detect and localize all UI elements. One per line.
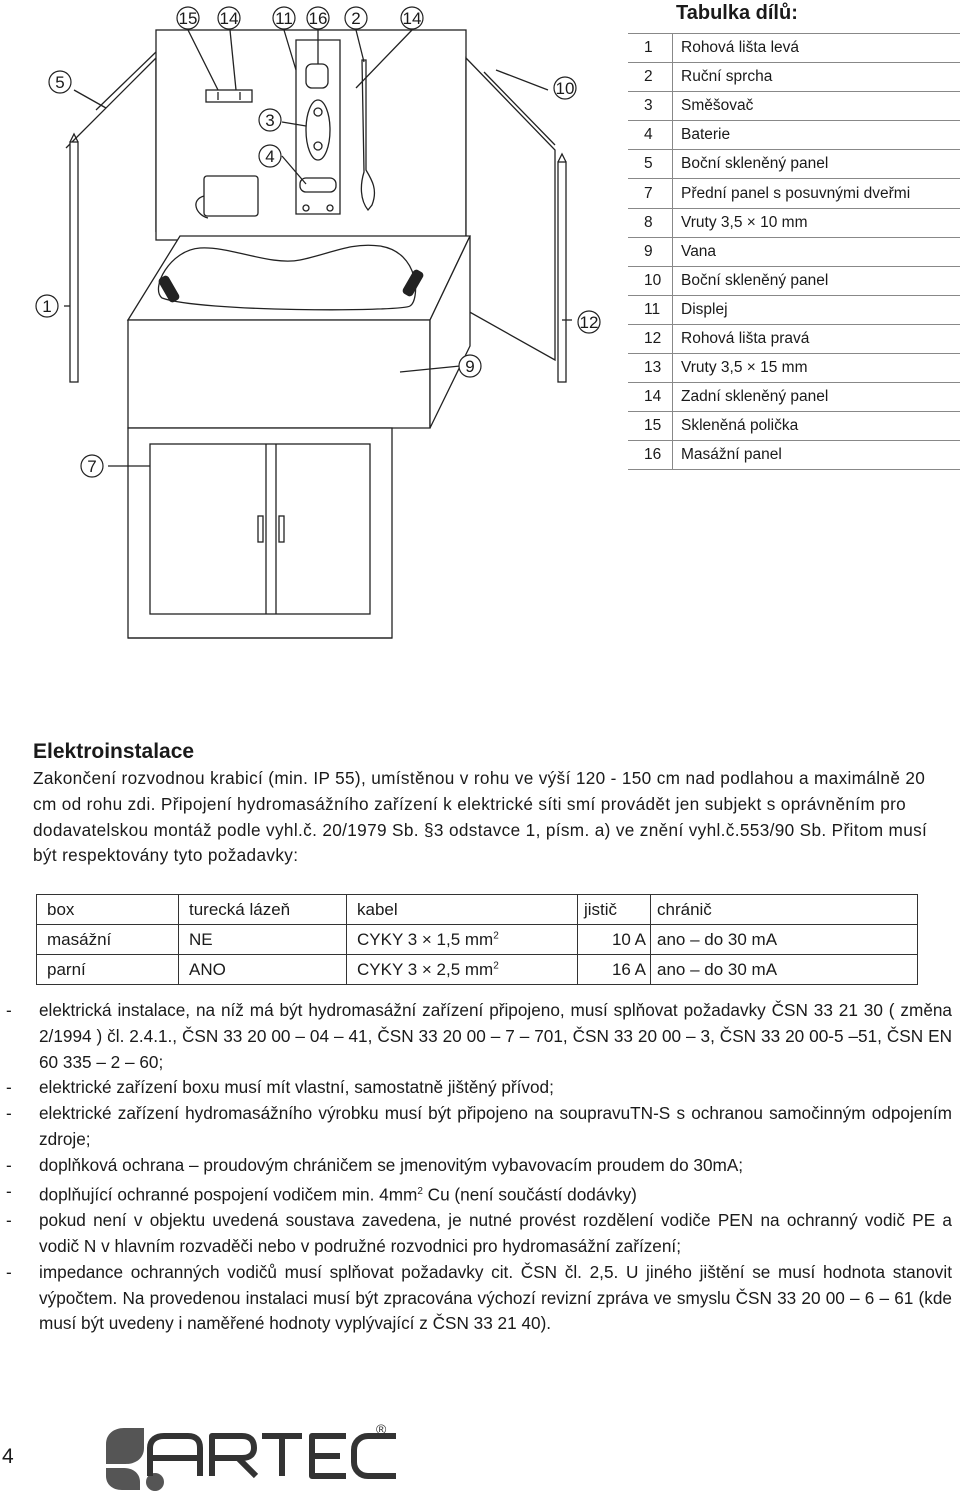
table-row: 8 Vruty 3,5 × 10 mm <box>628 208 960 237</box>
svg-text:14: 14 <box>402 9 422 28</box>
svg-text:16: 16 <box>308 9 328 28</box>
svg-text:10: 10 <box>555 79 575 98</box>
callout-9 <box>459 355 481 377</box>
table-row: 7 Přední panel s posuvnými dveřmi <box>628 179 960 208</box>
callout-11 <box>273 7 295 29</box>
artec-logo <box>100 1418 400 1498</box>
svg-text:5: 5 <box>55 73 65 92</box>
svg-text:12: 12 <box>579 313 599 332</box>
table-header-row: box turecká lázeň kabel jistič chránič <box>37 895 918 925</box>
table-row: 1 Rohová lišta levá <box>628 34 960 63</box>
svg-text:1: 1 <box>42 297 52 316</box>
svg-text:4: 4 <box>265 147 275 166</box>
svg-text:2: 2 <box>351 9 361 28</box>
callout-15 <box>177 7 199 29</box>
table-row: 9 Vana <box>628 237 960 266</box>
table-row: 15 Skleněná polička <box>628 412 960 441</box>
page-number: 4 <box>2 1445 14 1468</box>
right-glass-panel <box>466 58 555 360</box>
svg-text:14: 14 <box>219 9 239 28</box>
callout-10 <box>554 77 576 99</box>
callout-1 <box>36 295 58 317</box>
section-title: Elektroinstalace <box>33 740 195 763</box>
callout-14b <box>401 7 423 29</box>
svg-text:11: 11 <box>275 9 293 28</box>
requirements-list <box>0 998 952 1337</box>
table-row: masážní NE CYKY 3 × 1,5 $mm^2$ 10 A ano – do 30 mA <box>37 925 918 955</box>
table-row: 2 Ruční sprcha <box>628 63 960 92</box>
callout-16 <box>307 7 329 29</box>
table-row: 4 Baterie <box>628 121 960 150</box>
parts-table <box>628 33 960 470</box>
power-table <box>36 894 918 985</box>
parts-table-title: Tabulka dílů: <box>676 2 798 24</box>
svg-text:15: 15 <box>178 9 198 28</box>
front-panel <box>128 428 392 638</box>
svg-text:ARTEC: ARTEC <box>250 1497 254 1498</box>
table-row: 14 Zadní skleněný panel <box>628 383 960 412</box>
list-item: - elektrická instalace, na níž má být hydromasážní zařízení připojeno, musí splňovat požadavky ČSN 33 21 30 ( změna 2/1994 ) čl. 2.4.1., ČSN 33 20 00 – 04 – 41, ČSN 33 20 00 – 7 – 701, ČSN 33 20 00 – 3, ČSN 33 20 00-5 –51, ČSN EN 60 335 – 2 – 60; <box>6 1000 952 1072</box>
intro-paragraph: Zakončení rozvodnou krabicí (min. IP 55), umístěnou v rohu ve výší 120 - 150 cm nad podlahou a maximálně 20 cm od rohu zdi. Připojení hydromasážního zařízení k elektrické síti smí provádět jen subjekt s oprávněním pro dodavatelskou montáž podle vyhl.č. 20/1979 Sb. §3 odstavce 1, písm. a) ve znění vyhl.č.553/90 Sb. Přitom musí být respektovány tyto požadavky: <box>33 768 928 866</box>
callout-5 <box>49 71 71 93</box>
svg-text:7: 7 <box>87 457 97 476</box>
table-row: 10 Boční skleněný panel <box>628 266 960 295</box>
display <box>204 176 258 216</box>
list-item: - doplňující ochranné pospojení vodičem min. $4mm^2$ Cu (není součástí dodávky) <box>6 1180 637 1205</box>
table-row: 3 Směšovač <box>628 92 960 121</box>
table-row: 12 Rohová lišta pravá <box>628 324 960 353</box>
list-item: - impedance ochranných vodičů musí splňovat požadavky cit. ČSN čl. 2,5. U jiného jištění se musí hodnota stanovit výpočtem. Na provedenou instalaci musí být zpracována výchozí revizní zpráva ve smyslu ČSN 33 20 00 – 6 – 61 (kde musí být uvedeny i naměřené hodnoty vyplývající z ČSN 33 21 40). <box>6 1261 952 1334</box>
glass-shelf <box>206 90 252 102</box>
list-item: - doplňková ochrana – proudovým chráničem se jmenovitým vybavovacím proudem do 30mA; <box>6 1154 744 1175</box>
table-row: 11 Displej <box>628 295 960 324</box>
callout-12 <box>578 311 600 333</box>
callout-14 <box>218 7 240 29</box>
table-row: 13 Vruty 3,5 × 15 mm <box>628 354 960 383</box>
assembly-diagram <box>0 0 630 640</box>
callout-2 <box>345 7 367 29</box>
right-corner-strip <box>558 162 566 382</box>
list-item: - pokud není v objektu uvedená soustava zavedena, je nutné provést rozdělení vodiče PEN na ochranný vodič PE a vodič N v hlavním rozvaděči nebo v podružné rozvodnici pro hydromasážní zařízení; <box>6 1210 952 1256</box>
table-row: 5 Boční skleněný panel <box>628 150 960 179</box>
svg-text:®: ® <box>376 1421 387 1437</box>
callout-4 <box>259 145 281 167</box>
callout-7 <box>81 455 103 477</box>
svg-text:3: 3 <box>265 111 275 130</box>
callout-3 <box>259 109 281 131</box>
list-item: - elektrické zařízení hydromasážního výrobku musí být připojeno na soupravuTN-S s ochranou samočinným odpojením zdroje; <box>6 1103 952 1149</box>
svg-text:9: 9 <box>465 357 475 376</box>
left-corner-strip <box>70 142 78 382</box>
list-item: - elektrické zařízení boxu musí mít vlastní, samostatně jištěný přívod; <box>6 1077 554 1098</box>
table-row: parní ANO CYKY 3 × 2,5 $mm^2$ 16 A ano – do 30 mA <box>37 955 918 985</box>
table-row: 16 Masážní panel <box>628 441 960 470</box>
